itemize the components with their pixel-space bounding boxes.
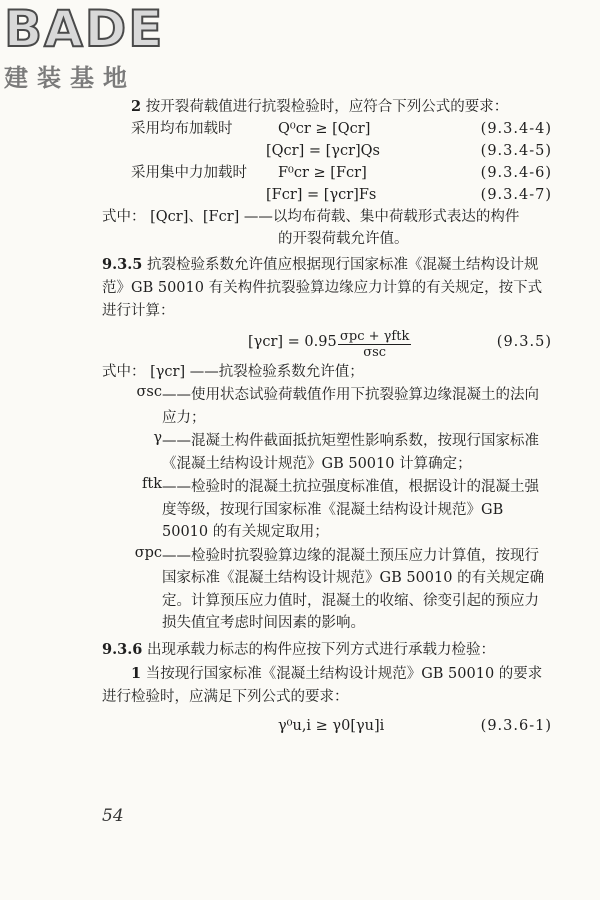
- where-item-1: [102, 361, 552, 383]
- fraction-denominator: σsc: [363, 344, 387, 360]
- formula-9-3-4-6: [102, 162, 552, 184]
- where-symbol: σsc: [136, 384, 162, 400]
- formula-9-3-4-5: [102, 140, 552, 162]
- where-label: 式中：: [102, 209, 146, 225]
- item2-number: 2: [131, 98, 142, 115]
- fraction-numerator: σpc + γftk: [340, 328, 410, 344]
- formula-9-3-4-4: [102, 118, 552, 140]
- where-symbol: γ: [153, 430, 162, 446]
- formula-number: (9.3.4-6): [480, 165, 552, 181]
- formula-text: [Qcr] = [γcr]Qs: [266, 143, 380, 159]
- where-text-cont: 的开裂荷载允许值。: [278, 231, 409, 247]
- section-number: 9.3.6: [102, 640, 143, 658]
- where-description: ——抗裂检验系数允许值；: [189, 364, 364, 380]
- where-description: ——检验时的混凝土抗拉强度标准值，根据设计的混凝土强度等级，按现行国家标准《混凝土结构设计规范》GB 50010 的有关规定取用；: [162, 479, 539, 540]
- page-number: 54: [102, 806, 124, 826]
- formula-text: [Fcr] = [γcr]Fs: [266, 187, 377, 203]
- bade-logo: [4, 0, 174, 93]
- formula-9-3-6-1: [102, 715, 552, 737]
- where-label: 式中：: [102, 364, 146, 380]
- where-line-2: [102, 228, 552, 250]
- concentrated-load-label: 采用集中力加载时: [131, 165, 247, 181]
- formula-number: (9.3.5): [496, 334, 552, 350]
- where-symbol: [γcr]: [150, 364, 186, 380]
- formula-9-3-5: [102, 325, 552, 359]
- where-text: ——以均布荷载、集中荷载形式表达的构件: [243, 209, 520, 225]
- formula-text: γ⁰u,i ≥ γ0[γu]i: [278, 717, 385, 734]
- where-item-2: [102, 384, 552, 429]
- formula-number: (9.3.4-5): [480, 143, 552, 159]
- formula-number: (9.3.4-7): [480, 187, 552, 203]
- where-symbol: σpc: [134, 544, 162, 561]
- document-body: [102, 96, 552, 737]
- formula-fraction: [338, 327, 411, 361]
- formula-text: Q⁰cr ≥ [Qcr]: [278, 121, 371, 137]
- section-number: 9.3.5: [102, 256, 143, 273]
- where-symbols: [Qcr]、[Fcr]: [150, 209, 240, 225]
- item2-text: 按开裂荷载值进行抗裂检验时，应符合下列公式的要求：: [145, 99, 509, 115]
- section-text: 抗裂检验系数允许值应根据现行国家标准《混凝土结构设计规范》GB 50010 有关构件抗裂验算边缘应力计算的有关规定，按下式进行计算：: [102, 257, 543, 319]
- section-9-3-6-item-1: [102, 662, 552, 709]
- formula-text: F⁰cr ≥ [Fcr]: [278, 165, 367, 181]
- where-description: ——混凝土构件截面抵抗矩塑性影响系数，按现行国家标准《混凝土结构设计规范》GB 50010 计算确定；: [162, 433, 539, 472]
- where-item-3: [102, 430, 552, 475]
- logo-subtitle: 建装基地: [4, 64, 136, 92]
- where-item-4: [102, 476, 552, 544]
- where-symbol: ftk: [142, 476, 162, 492]
- section-9-3-5-paragraph: [102, 253, 552, 323]
- section-9-3-6-paragraph: [102, 638, 552, 662]
- item2-heading-line: [102, 96, 552, 118]
- formula-lhs: [γcr] = 0.95: [248, 334, 337, 350]
- where-description: ——检验时抗裂验算边缘的混凝土预压应力计算值，按现行国家标准《混凝土结构设计规范》GB 50010 的有关规定确定。计算预压应力值时，混凝土的收缩、徐变引起的预应力损失值宜考虑时间因素的影响。: [162, 547, 545, 631]
- formula-number: (9.3.4-4): [480, 121, 552, 137]
- where-item-5: [102, 545, 552, 635]
- section-text: 出现承载力标志的构件应按下列方式进行承载力检验：: [146, 641, 495, 658]
- formula-number: (9.3.6-1): [480, 717, 552, 734]
- item-number: 1: [131, 664, 142, 682]
- uniform-load-label: 采用均布加载时: [131, 121, 233, 137]
- where-description: ——使用状态试验荷载值作用下抗裂验算边缘混凝土的法向应力；: [162, 387, 539, 426]
- where-line-1: [102, 206, 552, 228]
- logo-brand: BADE: [4, 0, 165, 58]
- formula-9-3-4-7: [102, 184, 552, 206]
- item-text: 当按现行国家标准《混凝土结构设计规范》GB 50010 的要求进行检验时，应满足下列公式的要求：: [102, 665, 543, 705]
